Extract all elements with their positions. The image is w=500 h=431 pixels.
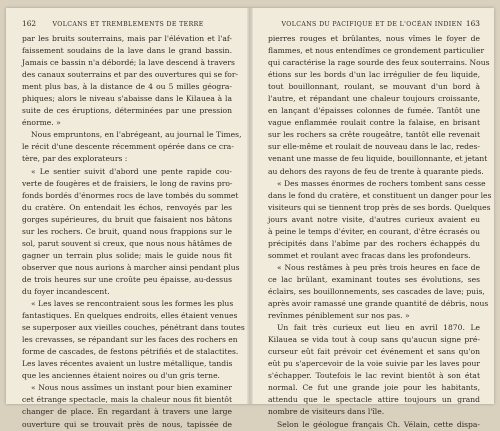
text-line: des canaux souterrains et par des ouvertures qui se for-	[22, 70, 239, 80]
text-line: de trois heures sur une croûte peu épaisse, au-dessus	[22, 274, 232, 284]
text-line: « Des masses énormes de rochers tombent sans cesse	[277, 178, 486, 188]
text-line: qui caractérise la rage sourde des feux souterrains. Nous	[268, 58, 490, 68]
text-line: ment plus bas, à la distance de 4 ou 5 milles géogra-	[22, 82, 232, 92]
text-line: Selon le géologue français Ch. Vélain, cette dispa-	[277, 419, 480, 429]
text-line: fantastiques. En quelques endroits, elles étaient venues	[22, 311, 238, 321]
right-page	[250, 8, 494, 429]
text-line: en lançant d'épaisses colonnes de fumée. Tantôt une	[268, 106, 480, 116]
text-line: précipités dans l'abîme par des rochers échappés du	[268, 238, 480, 248]
text-line: le récit d'une descente récemment opérée dans ce cra-	[22, 142, 234, 152]
text-line: cet étrange spectacle, mais la chaleur nous fit bientôt	[22, 395, 232, 405]
text-line: eût pu s'apercevoir de la voie suivie par les laves pour	[268, 359, 480, 369]
left-running-head: VOLCANS ET TREMBLEMENTS DE TERRE	[52, 21, 204, 28]
text-line: l'autre, et répandant une chaleur toujours croissante,	[268, 94, 480, 104]
text-line: venant une masse de feu liquide, bouillonnante, et jetant	[268, 154, 488, 164]
text-line: gorges supérieures, du bruit que faisaient nos bâtons	[22, 214, 232, 224]
text-line: « Nous restâmes à peu près trois heures en face de	[277, 262, 480, 272]
text-line: attendu que le spectacle attire toujours un grand	[268, 395, 480, 405]
text-line: revînmes péniblement sur nos pas. »	[268, 311, 410, 321]
text-line: du cratère. On entendait les échos, renvoyés par les	[22, 202, 232, 212]
text-line: ce lac brûlant, examinant toutes ses évolutions, ses	[268, 274, 480, 284]
left-page-header	[22, 19, 230, 29]
right-page-text	[268, 33, 492, 431]
text-line: les crevasses, se répandant sur les faces des rochers en	[22, 335, 238, 345]
text-line: nombre de visiteurs dans l'île.	[268, 407, 385, 417]
right-page-header	[268, 19, 480, 29]
text-line: à peine le temps d'éviter, en courant, d'être écrasés ou	[268, 226, 480, 236]
left-page-number: 162	[22, 19, 37, 28]
text-line: « Nous nous assîmes un instant pour bien examiner	[31, 383, 232, 393]
text-line: sol, parut souvent si creux, que nous nous hâtâmes de	[22, 238, 232, 248]
text-line: curseur eût fait prévoir cet événement et sans qu'on	[268, 347, 480, 357]
text-line: par les bruits souterrains, mais par l'élévation et l'af-	[22, 34, 232, 43]
text-line: gagner un terrain plus solide; mais le guide nous fit	[22, 250, 232, 260]
text-line: que les anciennes étaient noires ou d'un gris terne.	[22, 371, 220, 381]
text-line: énorme. »	[22, 118, 61, 128]
text-line: vague enflammée roulait contre la falaise, en brisant	[268, 118, 480, 128]
text-line: ouverture qui se trouvait près de nous, tapissée de	[22, 419, 232, 429]
text-line: Un fait très curieux eut lieu en avril 1870. Le	[277, 323, 480, 333]
text-line: flammes, et nous entendîmes ce grondement particulier	[268, 46, 485, 56]
text-line: Jamais ce bassin n'a débordé; la lave descend à travers	[22, 58, 235, 68]
text-line: se superposer aux vieilles couches, pénétrant dans toutes	[22, 323, 245, 333]
text-line: pierres rouges et brûlantes, nous vîmes le foyer de	[268, 34, 480, 43]
text-line: sur les rochers sa crête rougeâtre, tantôt elle revenait	[268, 130, 480, 140]
text-line: dans le fond du cratère, et constituent un danger pour les	[268, 190, 492, 200]
text-line: tère, par des explorateurs :	[22, 154, 128, 164]
text-line: éclairs, ses bouillonnements, ses cascades de lave; puis,	[268, 286, 485, 296]
text-line: du foyer incandescent.	[22, 286, 110, 296]
text-line: « Les laves se rencontraient sous les formes les plus	[31, 299, 234, 309]
text-line: Nous empruntons, en l'abrégeant, au journal le Times,	[31, 130, 242, 140]
left-page-text	[22, 33, 245, 431]
text-line: Kilauea se vida tout à coup sans qu'aucun signe pré-	[268, 335, 480, 345]
text-line: étions sur les bords d'un lac irrégulier de feu liquide,	[268, 70, 480, 80]
text-line: « Le sentier suivit d'abord une pente rapide cou-	[31, 166, 232, 176]
text-line: tout bouillonnant, roulant, se mouvant d'un bord à	[268, 82, 480, 92]
text-line: jours avant notre visite, d'autres curieux avaient eu	[268, 214, 480, 224]
text-line: sur les rochers. Ce bruit, quand nous frappions sur le	[22, 226, 232, 236]
text-line: visiteurs qui se tiennent trop près de ses bords. Quelques	[268, 202, 491, 212]
text-line: suite de ces éruptions, déterminées par une pression	[22, 106, 232, 116]
right-running-head: VOLCANS DU PACIFIQUE ET DE L'OCÉAN INDIEN	[281, 21, 463, 28]
text-line: Les laves récentes avaient un lustre métallique, tandis	[22, 359, 233, 369]
text-line: après avoir ramassé une grande quantité de débris, nous	[268, 299, 489, 309]
text-line: s'échapper. Toutefois le lac revint bientôt à son état	[268, 371, 480, 381]
text-line: phiques; alors le niveau s'abaisse dans le Kilauea à la	[22, 94, 232, 104]
text-line: faissement soudains de la lave dans le grand bassin.	[22, 46, 232, 56]
text-line: forme de cascades, de festons pétrifiés et de stalactites.	[22, 347, 239, 357]
text-line: sur elle-même et roulait de nouveau dans le lac, redes-	[268, 142, 480, 152]
text-line: fonds bordés d'énormes rocs de lave tombés du sommet	[22, 190, 239, 200]
text-line: observer que nous aurions à marcher ainsi pendant plus	[22, 262, 240, 272]
text-line: normal. Ce fut une grande joie pour les habitants,	[268, 383, 480, 393]
text-line: changer de place. En regardant à travers une large	[22, 407, 232, 417]
text-line: au dehors des rayons de feu de trente à quarante pieds.	[268, 166, 484, 176]
left-page	[6, 8, 250, 429]
book-spread	[6, 8, 494, 429]
text-line: verte de fougères et de fraisiers, le long de ravins pro-	[22, 178, 233, 188]
right-page-number: 163	[465, 19, 480, 28]
text-line: sommet et roulant avec fracas dans les profondeurs.	[268, 250, 471, 260]
